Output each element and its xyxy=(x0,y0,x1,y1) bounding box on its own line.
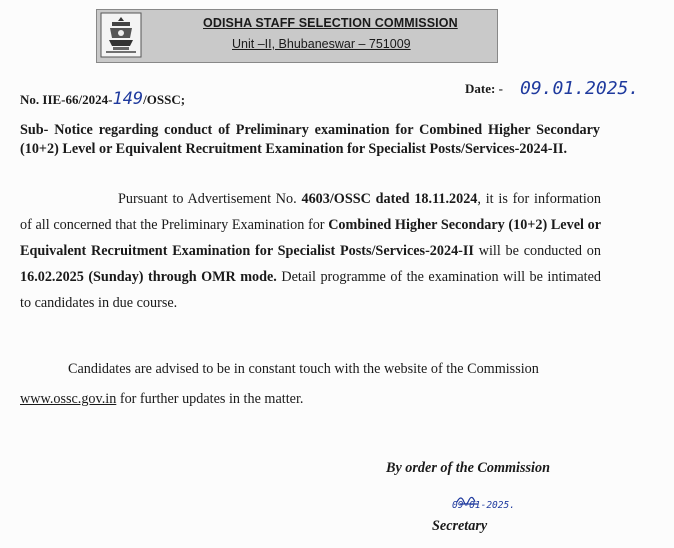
website-link[interactable]: www.ossc.gov.in xyxy=(20,391,117,407)
paragraph-1 xyxy=(20,186,601,316)
advertisement-reference: 4603/OSSC dated 18.11.2024 xyxy=(301,191,478,207)
notice-number-handwritten: 149 xyxy=(112,89,144,109)
signature-date: 09-01-2025. xyxy=(452,500,515,511)
date-value: 09.01.2025. xyxy=(520,78,640,99)
para2-text-2: for further updates in the matter. xyxy=(116,391,304,407)
org-name: ODISHA STAFF SELECTION COMMISSION xyxy=(203,16,458,30)
notice-number-suffix: /OSSC; xyxy=(143,92,186,107)
para2-text-1: Candidates are advised to be in constant touch with the website of the Commission xyxy=(68,361,539,377)
notice-number xyxy=(20,89,185,109)
exam-date: 16.02.2025 (Sunday) through OMR mode. xyxy=(20,269,277,285)
exam-name: Combined Higher Secondary (10+2) Level or Equivalent Recruitment Examination for Specialist Posts/Services-2024-II xyxy=(20,217,601,259)
designation: Secretary xyxy=(432,518,488,534)
by-order-line: By order of the Commission xyxy=(386,460,550,476)
notice-number-prefix: No. IIE-66/2024- xyxy=(20,92,113,107)
date-label: Date: - xyxy=(465,81,503,96)
org-address: Unit –II, Bhubaneswar – 751009 xyxy=(232,37,411,51)
para1-text-4: Detail programme of the examination will be intimated to candidates in due course. xyxy=(20,269,601,311)
paragraph-2 xyxy=(20,354,601,414)
para1-text-3: will be conducted on xyxy=(473,243,601,259)
para1-text-2: , it is for information of all concerned that the Preliminary Examination for xyxy=(20,191,601,233)
odisha-state-emblem-icon xyxy=(100,12,142,58)
subject-line: Sub- Notice regarding conduct of Preliminary examination for Combined Higher Secondary (10+2) Level or Equivalent Recruitment Examination for Specialist Posts/Services-2024-II. xyxy=(20,122,600,157)
para1-text-1: Pursuant to Advertisement No. xyxy=(118,191,302,207)
